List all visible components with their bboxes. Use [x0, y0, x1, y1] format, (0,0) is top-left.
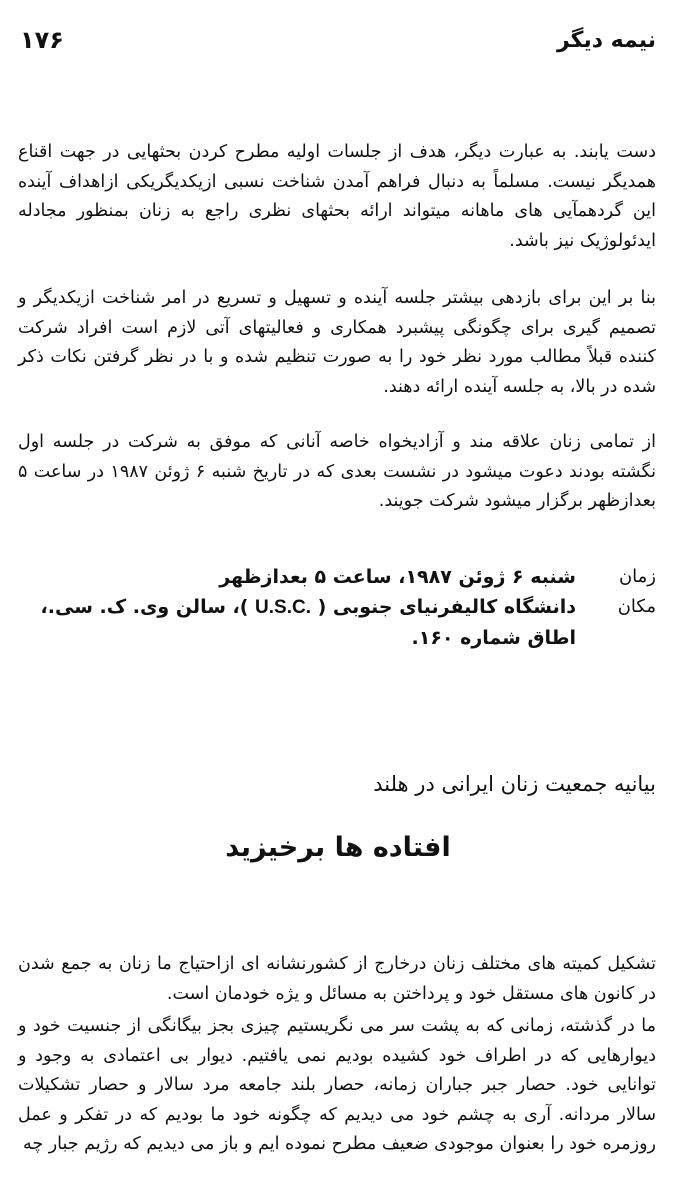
meeting-time-row [20, 562, 656, 592]
paragraph-2: بنا بر این برای بازدهی بیشتر جلسه آینده و تسهیل و تسریع در امر شناخت ازیکدیگر و تصمیم گیری برای چگونگی پیشبرد همکاری و فعالیتهای آتی لازم است افراد شرکت کننده قبلاً مطالب مورد نظر خود را به صورت تنظیم شده و با در نظر گرفتن نکات ذکر شده در بالا، به جلسه آینده ارائه دهند. [18, 288, 656, 397]
statement-headline: افتاده ها برخیزید [225, 832, 451, 863]
spacer [576, 623, 656, 653]
meeting-place-row [20, 592, 656, 623]
time-label: زمان [618, 566, 656, 587]
paragraph-3: از تمامی زنان علاقه مند و آزادیخواه خاصه آنانی که موفق به شرکت در جلسه اول نگشته بودند دعوت میشود در نشست بعدی که در تاریخ شنبه ۶ ژوئن ۱۹۸۷ در ساعت ۵ بعدازظهر برگزار میشود شرکت جویند. [18, 432, 656, 511]
statement-subtitle: بیانیه جمعیت زنان ایرانی در هلند [373, 772, 656, 796]
meeting-place-row-2 [20, 623, 656, 653]
place-label: مکان [617, 596, 656, 617]
place-value-part1: دانشگاه کالیفرنیای جنوبی ( [317, 596, 576, 618]
paragraph-1: دست یابند. به عبارت دیگر، هدف از جلسات اولیه مطرح کردن بحثهایی در جهت اقناع همدیگر نیست. مسلماً به دنبال فراهم آمدن شناخت نسبی ازیکدیگریکی ازاهداف آینده این گردهمآیی های ماهانه میتواند ارائه بحثهای نظری راجع به زنان بمنظور مجادله ایدئولوژیک نیز باشد. [18, 142, 656, 251]
place-value [41, 592, 576, 623]
page-number: ۱۷۶ [20, 26, 64, 54]
place-value-line2: اطاق شماره ۱۶۰. [411, 627, 576, 649]
paragraph-5: ما در گذشته، زمانی که به پشت سر می نگریستیم چیزی بجز بیگانگی از جنسیت خود و دیوارهایی که در اطراف خود کشیده بودیم نمی یافتیم. دیوار بی اعتمادی به وجود و توانایی خود. حصار جبر جباران زمانه، حصار بلند جامعه مرد سالار و حصار تشکیلات سالار مردانه. آری به چشم خود می دیدیم که چگونه خود ما بودیم که در تفکر و عمل روزمره خود را بعنوان موجودی ضعیف مطرح نموده ایم و باز می دیدیم که رژیم جبار چه [18, 1016, 656, 1154]
paragraph-4: تشکیل کمیته های مختلف زنان درخارج از کشورنشانه ای ازاحتیاج ما زنان به جمع شدن در کانون های مستقل خود و پرداختن به مسائل و یژه خودمان است. [18, 954, 656, 1004]
place-value-latin: U.S.C. [255, 597, 311, 618]
place-value-part2: )، سالن وی. ک. سی.، [40, 596, 249, 618]
time-value: شنبه ۶ ژوئن ۱۹۸۷، ساعت ۵ بعدازظهر [219, 566, 576, 588]
running-title: نیمه دیگر [556, 28, 656, 53]
meeting-info [20, 562, 656, 653]
